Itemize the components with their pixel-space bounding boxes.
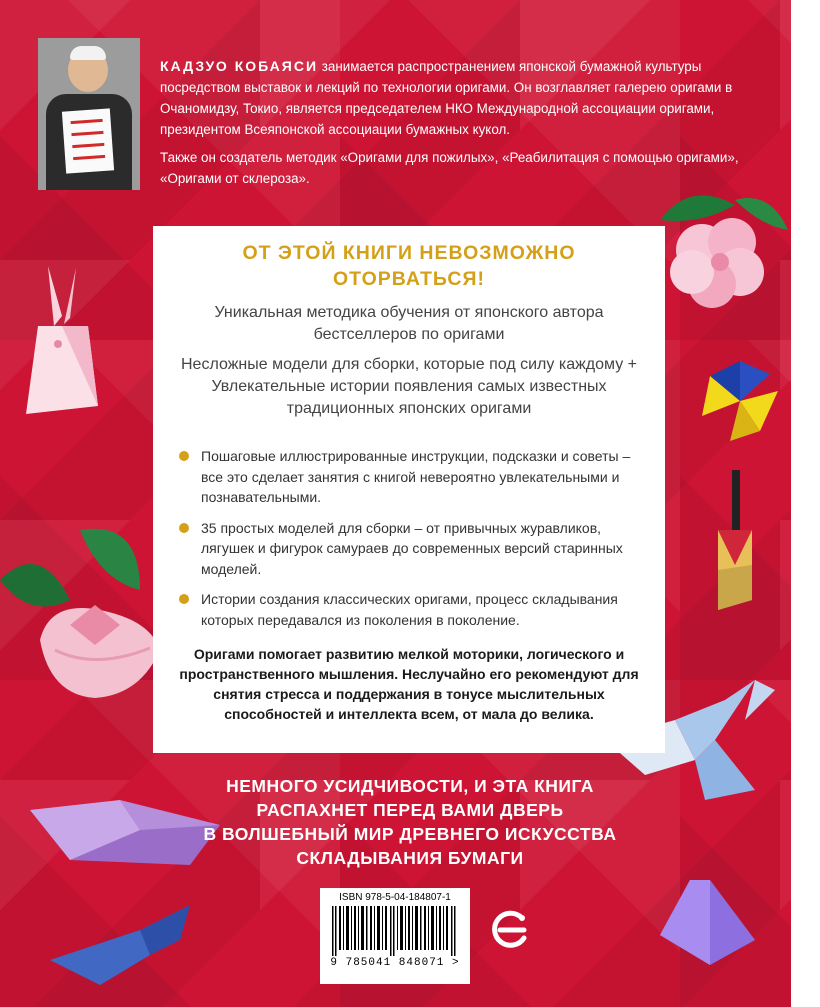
origami-chopstick-holder-decoration bbox=[710, 470, 760, 620]
barcode-digits: 9 785041 848071 > bbox=[330, 957, 460, 969]
feature-list bbox=[153, 446, 665, 630]
bullet-dot-icon bbox=[179, 451, 189, 461]
feature-text: Пошаговые иллюстрированные инструкции, подсказки и советы – все это сделает занятия с книгой невероятно увлекательными и познавательными. bbox=[201, 448, 631, 505]
author-bio-text: занимается распространением японской бумажной культуры посредством выставок и лекций по технологии оригами. Он возглавляет галерею оригами в Очаномидзу, Токио, является председателем НКО Международной ассоциации оригами, президентом Всеяпонской ассоциации бумажных кукол. bbox=[160, 59, 733, 137]
cover-edge-strip bbox=[791, 0, 820, 1007]
publisher-logo-icon bbox=[490, 906, 530, 952]
feature-text: 35 простых моделей для сборки – от привычных журавликов, лягушек и фигурок самураев до современных версий старинных моделей. bbox=[201, 519, 623, 577]
feature-item bbox=[179, 446, 645, 508]
author-methods-paragraph: Также он создатель методик «Оригами для пожилых», «Реабилитация с помощью оригами», «Оригами от склероза». bbox=[160, 150, 739, 186]
panel-heading bbox=[153, 240, 665, 292]
feature-item bbox=[179, 589, 645, 630]
panel-subtitle: Несложные модели для сборки, которые под силу каждому + Увлекательные истории появления самых известных традиционных японских оригами bbox=[181, 356, 637, 417]
panel-heading-line: ОТОРВАТЬСЯ! bbox=[332, 268, 486, 290]
panel-heading-line: ОТ ЭТОЙ КНИГИ НЕВОЗМОЖНО bbox=[242, 242, 576, 264]
origami-bat-decoration bbox=[650, 870, 760, 970]
tagline-line: РАСПАХНЕТ ПЕРЕД ВАМИ ДВЕРЬ bbox=[256, 800, 564, 820]
tagline-line: СКЛАДЫВАНИЯ БУМАГИ bbox=[296, 848, 524, 868]
bullet-dot-icon bbox=[179, 594, 189, 604]
bullet-dot-icon bbox=[179, 523, 189, 533]
origami-lotus-decoration bbox=[0, 520, 170, 700]
author-name: КАДЗУО КОБАЯСИ bbox=[160, 58, 319, 74]
barcode-bars bbox=[330, 906, 460, 956]
origami-whale-decoration bbox=[40, 900, 190, 990]
tagline-line: В ВОЛШЕБНЫЙ МИР ДРЕВНЕГО ИСКУССТВА bbox=[203, 824, 617, 844]
panel-subtitle: Уникальная методика обучения от японского автора бестселлеров по оригами bbox=[214, 304, 604, 343]
isbn-barcode bbox=[320, 888, 470, 984]
tagline-line: НЕМНОГО УСИДЧИВОСТИ, И ЭТА КНИГА bbox=[226, 776, 594, 796]
origami-shuriken-decoration bbox=[700, 356, 780, 446]
isbn-label: ISBN 978-5-04-184807-1 bbox=[339, 892, 451, 903]
leaf-shape bbox=[660, 195, 735, 221]
panel-closing-text: Оригами помогает развитию мелкой моторики, логического и пространственного мышления. Неслучайно его рекомендуют для снятия стресса и поддержания в тонусе мыслительных способностей и интеллекта всем, от мала до велика. bbox=[179, 646, 639, 722]
author-bio bbox=[160, 56, 772, 196]
tagline bbox=[160, 774, 660, 870]
feature-text: Истории создания классических оригами, процесс складывания которых передавался из поколения в поколение. bbox=[201, 591, 618, 628]
feature-item bbox=[179, 518, 645, 580]
author-photo bbox=[38, 38, 140, 190]
author-bio-paragraph bbox=[160, 56, 772, 140]
origami-rabbit-decoration bbox=[18, 266, 108, 416]
promo-panel bbox=[153, 226, 665, 753]
